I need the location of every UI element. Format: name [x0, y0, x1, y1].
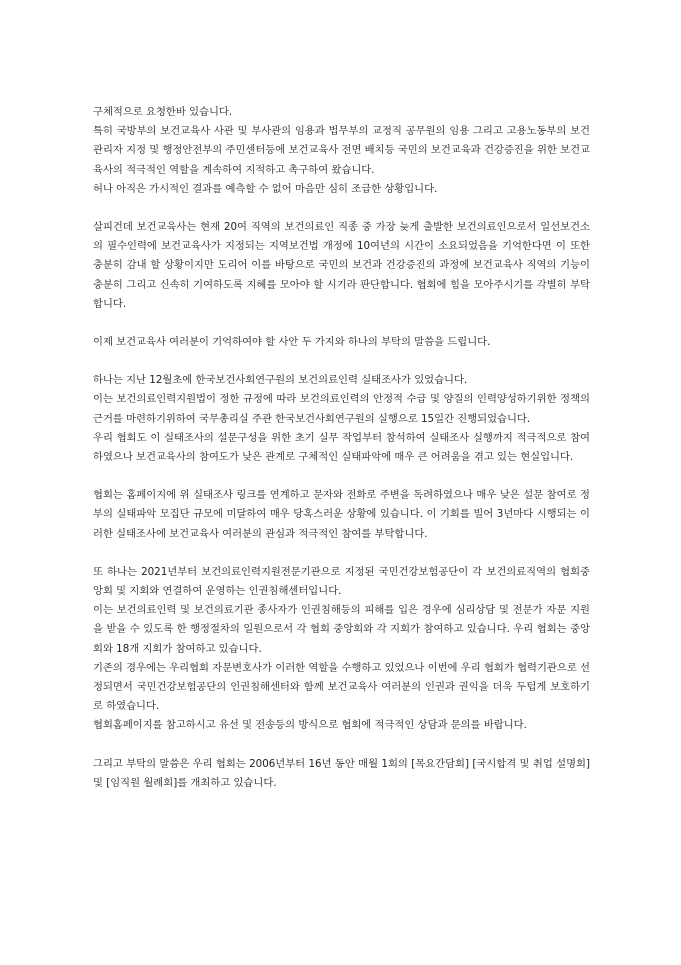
- text-line: 허나 아직은 가시적인 결과를 예측할 수 없어 마음만 심히 조급한 상황입니다.: [93, 182, 438, 195]
- paragraph-health-educator-role: [93, 218, 590, 314]
- text-line: 살피건데 보건교육사는 현재 20여 직역의 보건의료인 직종 중 가장 늦게 출발한 보건의료인으로서 일선보건소의 필수인력에 보건교육사가 지정되는 지역보건법 개정에 10여년의 시간이 소요되었음을 기억한다면 이 또한 충분히 감내 할 상황이지만 도리어 이를 바탕으로 국민의 보건과 건강증진의 과정에 보건교육사 직역의 기능이 충분히 그리고 신속히 기여하도록 지혜를 모아야 할 시기라 판단합니다. 협회에 힘을 모아주시기를 각별히 부탁합니다.: [93, 221, 590, 310]
- text-line: 협회는 홈페이지에 위 실태조사 링크를 연계하고 문자와 전화로 주변을 독려하였으나 매우 낮은 설문 참여로 정부의 실태파악 모집단 규모에 미달하여 매우 당혹스러운 상황에 있습니다. 이 기회를 빌어 3년마다 시행되는 이러한 실태조사에 보건교육사 여러분의 관심과 적극적인 참여를 부탁합니다.: [93, 489, 590, 540]
- text-line: 이는 보건의료인력 및 보건의료기관 종사자가 인권침해등의 피해를 입은 경우에 심리상담 및 전문가 자문 지원을 받을 수 있도록 한 행정절차의 일원으로서 각 협회 중앙회와 각 지회가 참여하고 있습니다. 우리 협회는 중앙회와 18개 지회가 참여하고 있습니다.: [93, 604, 590, 655]
- text-line: 또 하나는 2021년부터 보건의료인력지원전문기관으로 지정된 국민건강보험공단이 각 보건의료직역의 협회중앙회 및 지회와 연결하여 운영하는 인권침해센터입니다.: [93, 565, 590, 598]
- text-line: 이는 보건의료인력지원법이 정한 규정에 따라 보건의료인력의 안정적 수급 및 양질의 인력양성하기위한 정책의 근거를 마련하기위하여 국무총리실 주관 한국보건사회연구원의 실행으로 15일간 진행되었습니다.: [93, 393, 590, 425]
- paragraph-human-rights-center: [93, 563, 590, 736]
- text-line: 이제 보건교육사 여러분이 기억하여야 할 사안 두 가지와 하나의 부탁의 말씀을 드립니다.: [93, 336, 491, 349]
- text-line: 우리 협회도 이 실태조사의 설문구성을 위한 초기 실무 작업부터 참석하여 실태조사 실행까지 적극적으로 참여하였으나 보건교육사의 참여도가 낮은 관계로 구체적인 실태파악에 매우 큰 어려움을 겪고 있는 현실입니다.: [93, 431, 590, 464]
- text-line: 구체적으로 요청한바 있습니다.: [93, 106, 233, 118]
- text-line: 하나는 지난 12월초에 한국보건사회연구원의 보건의료인력 실태조사가 있었습니다.: [93, 374, 468, 387]
- text-line: 기존의 경우에는 우리협회 자문변호사가 이러한 역할을 수행하고 있었으나 이번에 우리 협회가 협력기관으로 선정되면서 국민건강보험공단의 인권침해센터와 함께 보건교육사 여러분의 인권과 권익을 더욱 두텁게 보호하기로 하였습니다.: [93, 661, 590, 713]
- paragraph-workforce-survey: [93, 371, 590, 467]
- document-body: [93, 103, 590, 812]
- text-line: 그리고 부탁의 말씀은 우리 협회는 2006년부터 16년 동안 매월 1회의 [목요간담회] [국시합격 및 취업 설명회] 및 [임직원 월례회]를 개최하고 있습니다.: [93, 757, 590, 789]
- paragraph-two-matters-intro: [93, 333, 590, 352]
- text-line: 특히 국방부의 보건교육사 사관 및 부사관의 임용과 법무부의 교정직 공무원의 임용 그리고 고용노동부의 보건관리자 지정 및 행정안전부의 주민센터등에 보건교육사 전면 배치등 국민의 보건교육과 건강증진을 위한 보건교육사의 적극적인 역할을 계속하여 지적하고 촉구하여 왔습니다.: [93, 125, 590, 176]
- text-line: 협회홈페이지를 참고하시고 유선 및 전송등의 방식으로 협회에 적극적인 상담과 문의를 바랍니다.: [93, 719, 527, 732]
- paragraph-survey-participation-request: [93, 486, 590, 544]
- paragraph-monthly-events: [93, 755, 590, 793]
- paragraph-request-status: [93, 103, 590, 199]
